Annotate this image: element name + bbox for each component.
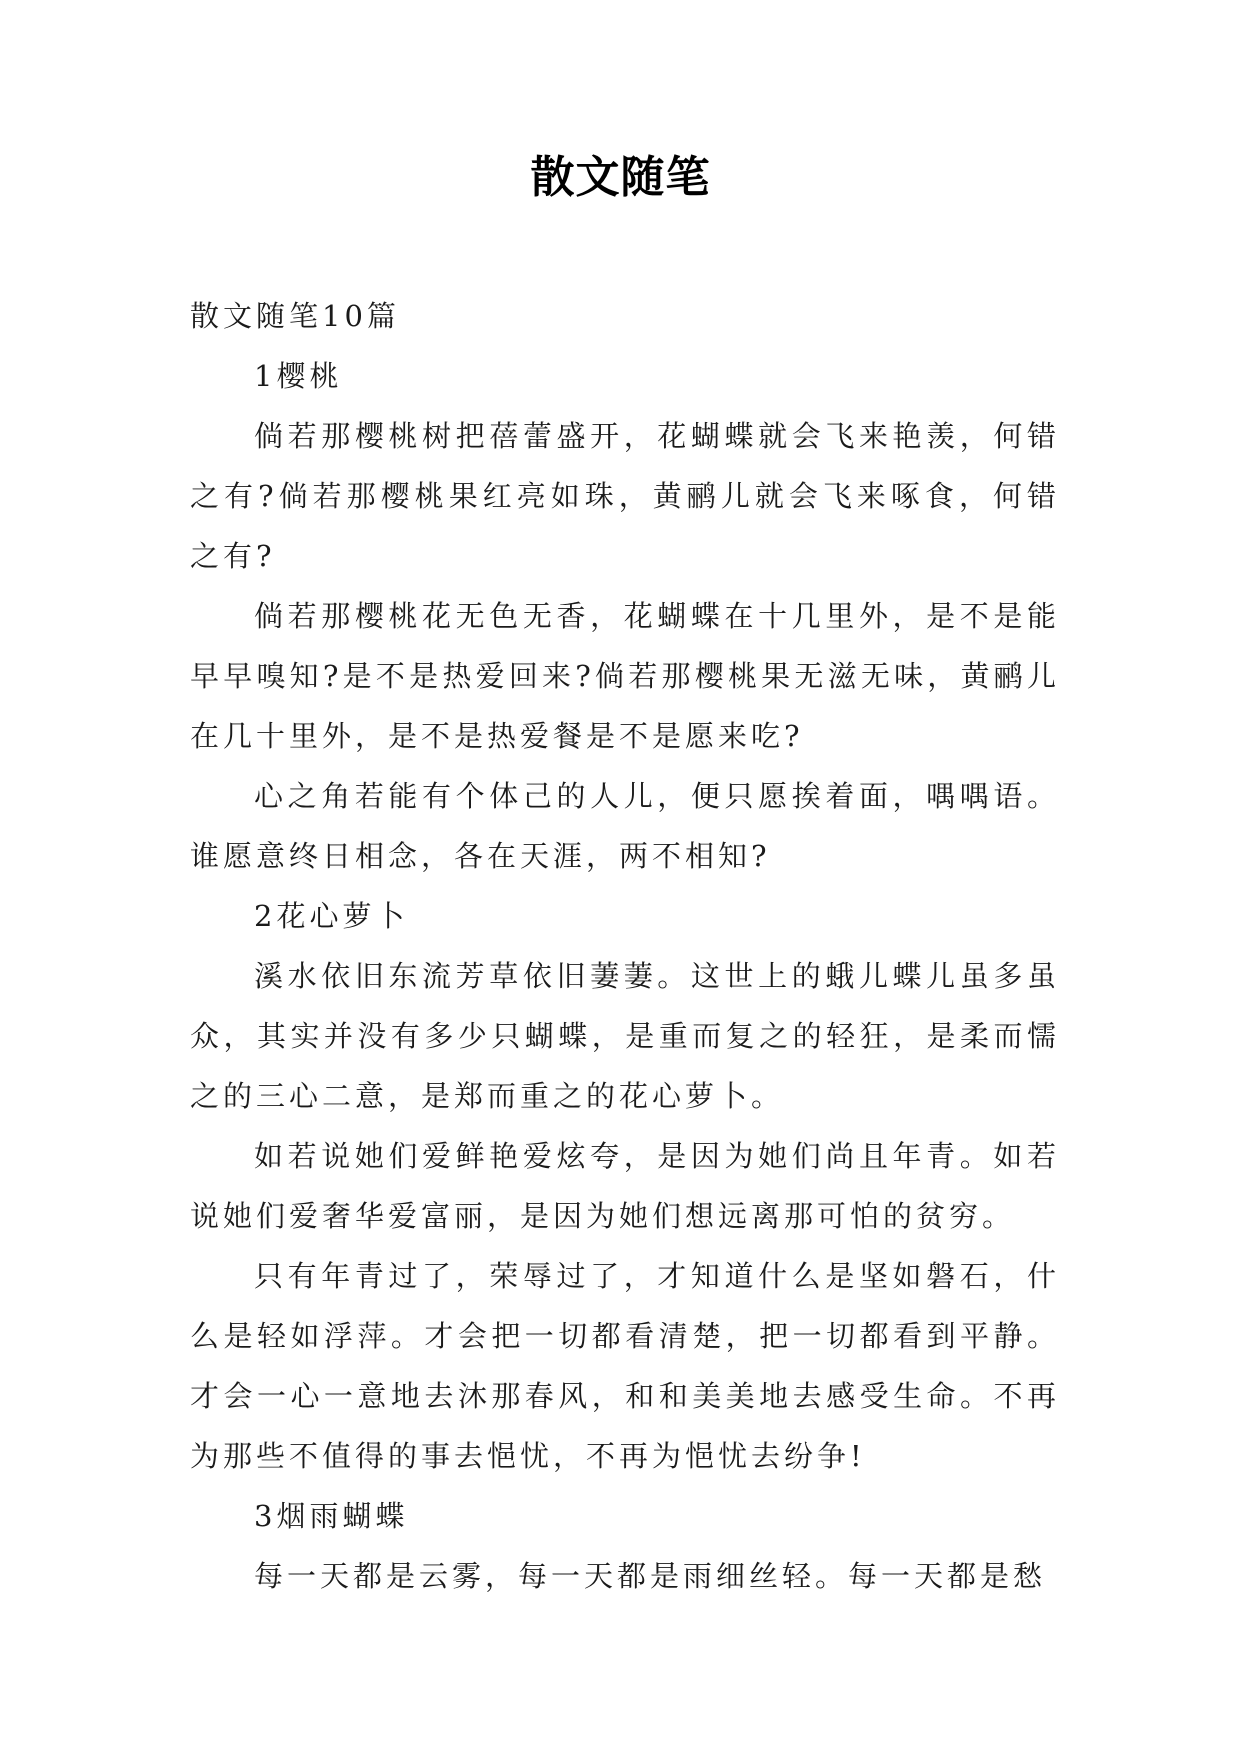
document-body: [190, 286, 1060, 1606]
section-heading-radish: 2花心萝卜: [254, 899, 409, 933]
paragraph: 心之角若能有个体己的人儿，便只愿挨着面，喁喁语。谁愿意终日相念，各在天涯，两不相知?: [190, 779, 1060, 873]
section-heading-cherry: 1樱桃: [254, 359, 343, 393]
page-title: 散文随笔: [530, 152, 711, 203]
paragraph: 只有年青过了，荣辱过了，才知道什么是坚如磐石，什么是轻如浮萍。才会把一切都看清楚，把一切都看到平静。才会一心一意地去沐那春风，和和美美地去感受生命。不再为那些不值得的事去悒忧，不再为悒忧去纷争!: [190, 1259, 1060, 1473]
paragraph: 倘若那樱桃花无色无香，花蝴蝶在十几里外，是不是能早早嗅知?是不是热爱回来?倘若那樱桃果无滋无味，黄鹂儿在几十里外，是不是热爱餐是不是愿来吃?: [190, 599, 1060, 753]
paragraph: 如若说她们爱鲜艳爱炫夸，是因为她们尚且年青。如若说她们爱奢华爱富丽，是因为她们想远离那可怕的贫穷。: [190, 1139, 1060, 1233]
paragraph: 溪水依旧东流芳草依旧萋萋。这世上的蛾儿蝶儿虽多虽众，其实并没有多少只蝴蝶，是重而复之的轻狂，是柔而懦之的三心二意，是郑而重之的花心萝卜。: [190, 959, 1060, 1113]
paragraph: 倘若那樱桃树把蓓蕾盛开，花蝴蝶就会飞来艳羡，何错之有?倘若那樱桃果红亮如珠，黄鹂儿就会飞来啄食，何错之有?: [190, 419, 1060, 573]
section-heading-butterfly: 3烟雨蝴蝶: [254, 1499, 409, 1533]
paragraph: 每一天都是云雾，每一天都是雨细丝轻。每一天都是愁: [254, 1559, 1047, 1593]
paragraph-subtitle: 散文随笔10篇: [190, 299, 400, 333]
